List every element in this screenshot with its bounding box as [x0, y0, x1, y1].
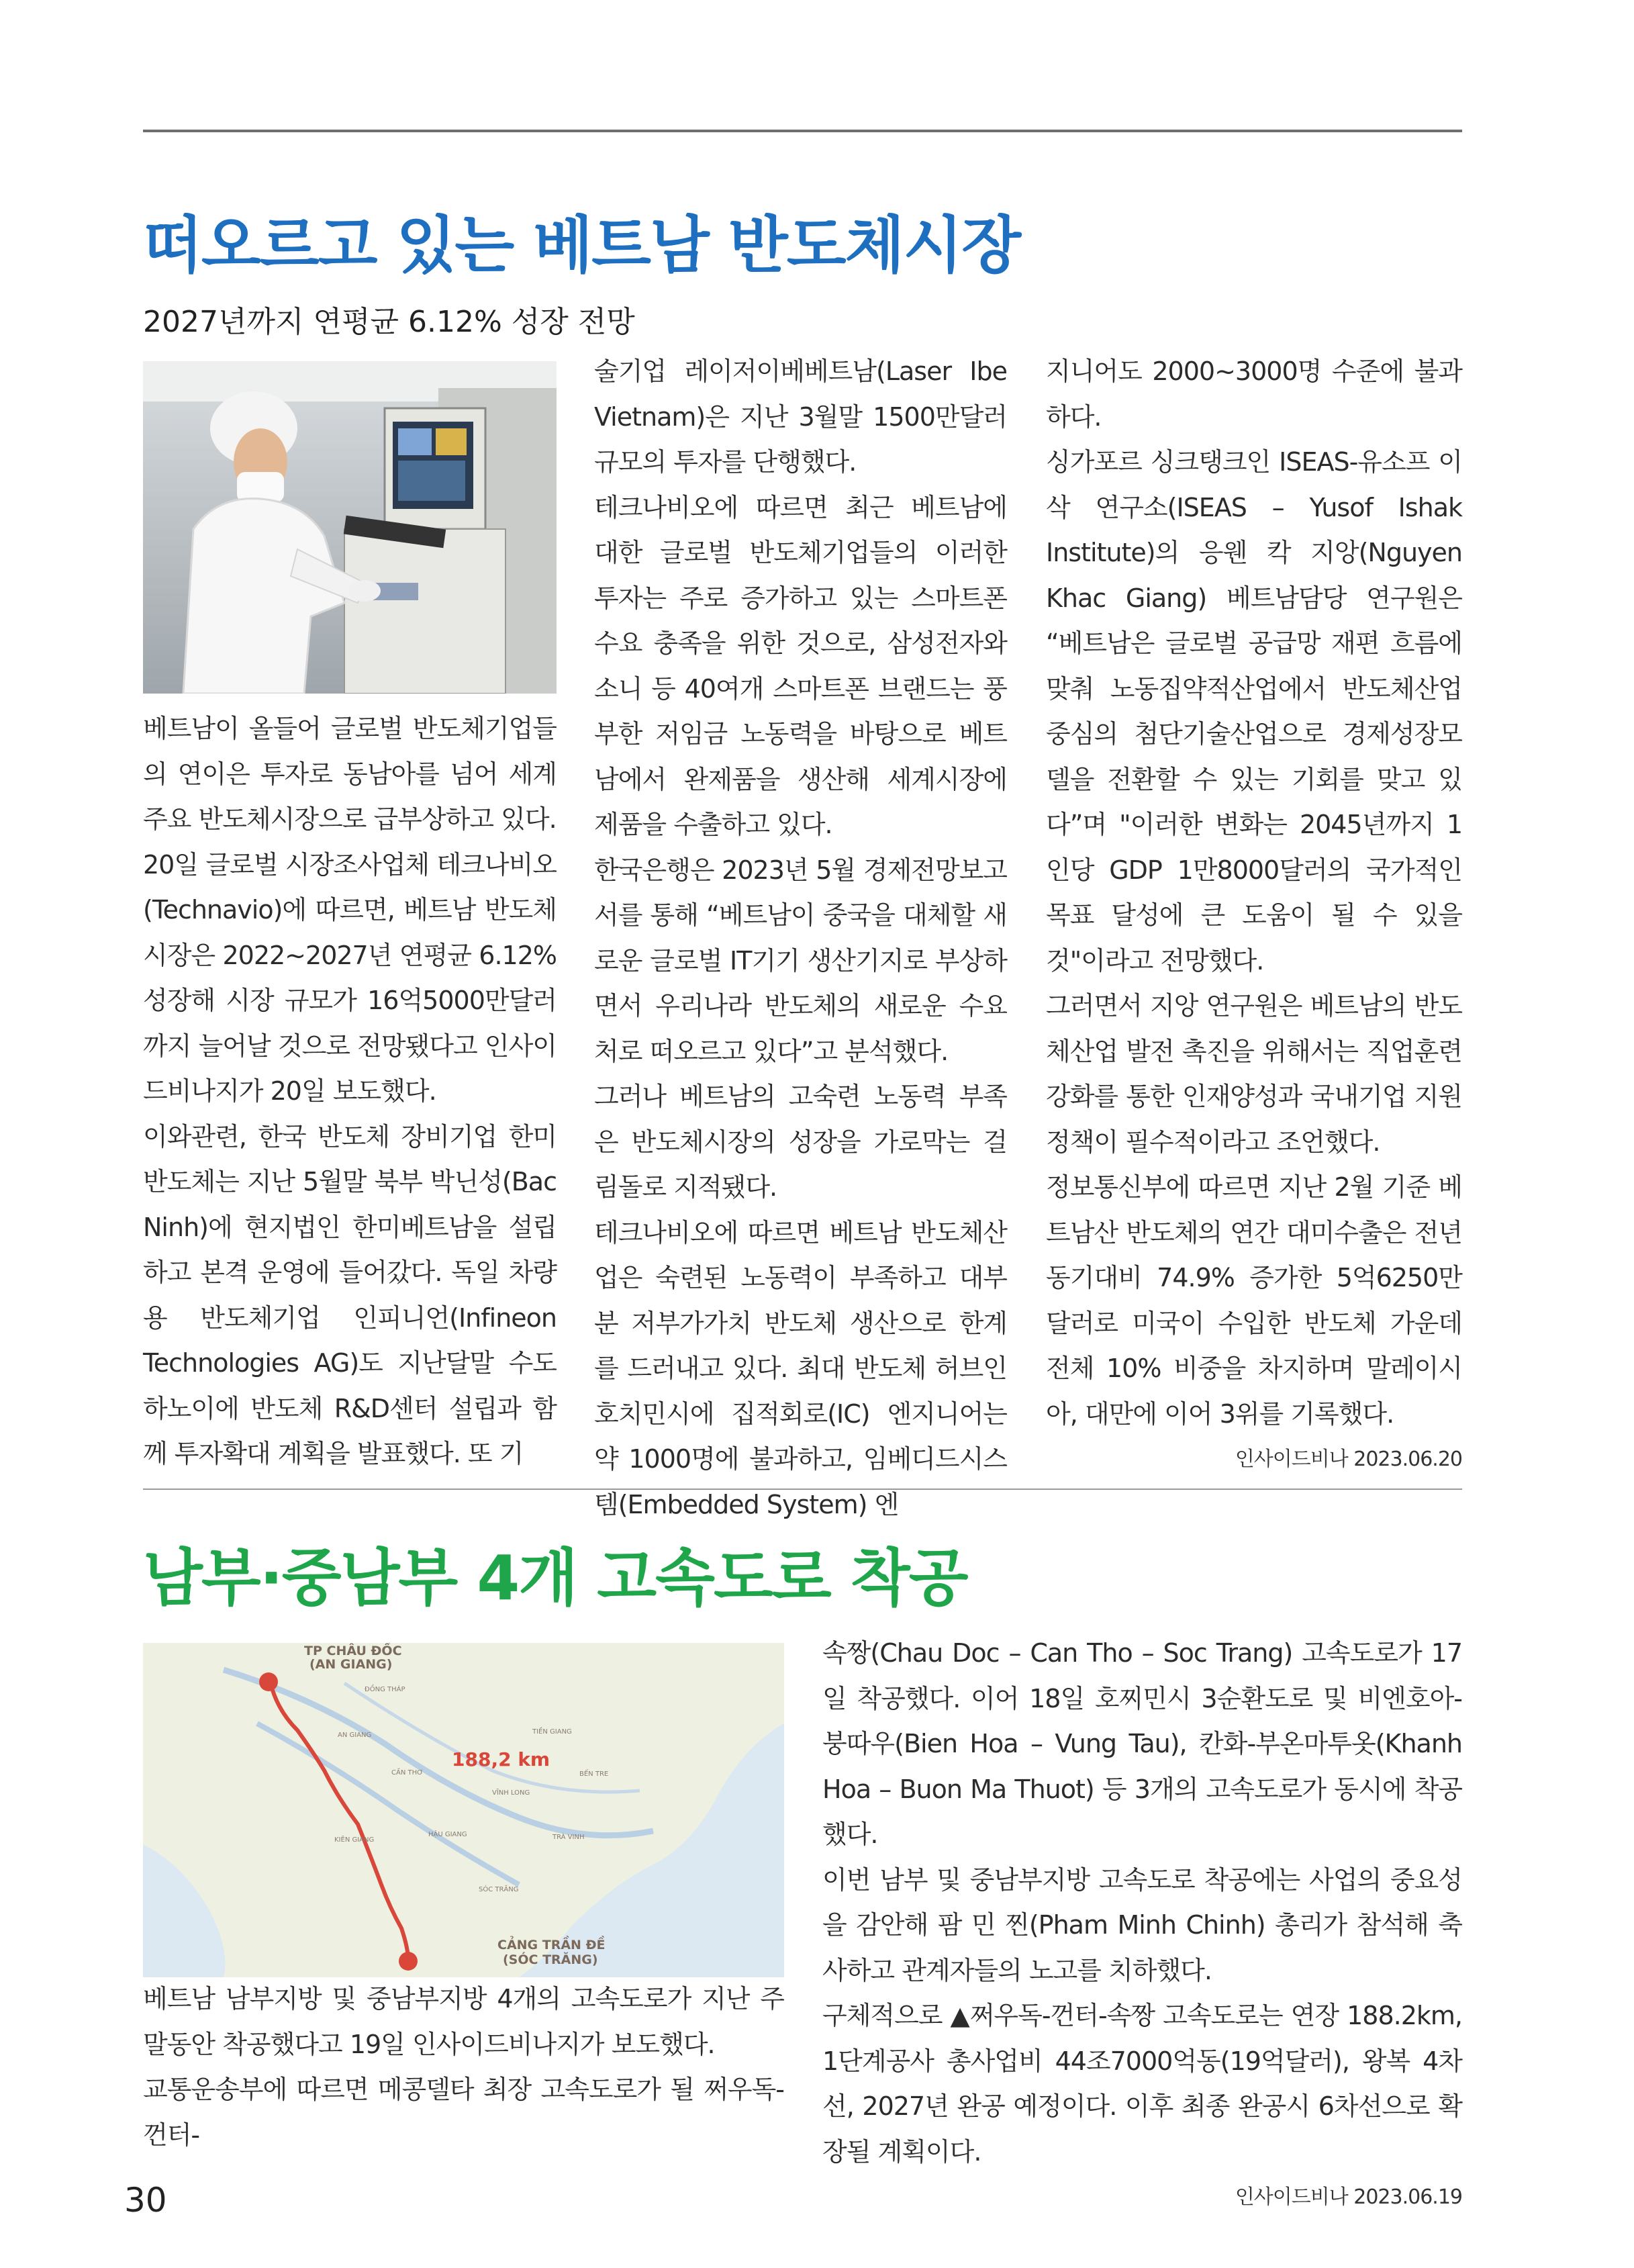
map-place-dong-thap: ĐỒNG THÁP: [365, 1686, 405, 1693]
article1-subtitle: 2027년까지 연평균 6.12% 성장 전망: [143, 305, 635, 339]
top-rule: [143, 130, 1462, 132]
paragraph: 베트남이 올들어 글로벌 반도체기업들의 연이은 투자로 동남아를 넘어 세계 주요 반도체시장으로 급부상하고 있다.: [143, 714, 557, 834]
paragraph: 속짱(Chau Doc – Can Tho – Soc Trang) 고속도로가 17일 착공했다. 이어 18일 호찌민시 3순환도로 및 비엔호아-붕따우(Bien Hoa – Vung Tau), 칸화-부온마투옷(Khanh Hoa – Buon Ma Thuot) 등 3개의 고속도로가 동시에 착공했다.: [822, 1638, 1462, 1849]
paragraph: 테크나비오에 따르면 베트남 반도체산업은 숙련된 노동력이 부족하고 대부분 저부가가치 반도체 생산으로 한계를 드러내고 있다. 최대 반도체 허브인 호치민시에 집적회로(IC) 엔지니어는 약 1000명에 불과하고, 임베디드시스템(Embedded System) 엔: [594, 1217, 1007, 1519]
map-place-soc-trang: SÓC TRĂNG: [479, 1886, 519, 1893]
map-place-tra-vinh: TRÀ VINH: [552, 1834, 585, 1841]
paragraph: 싱가포르 싱크탱크인 ISEAS-유소프 이삭 연구소(ISEAS – Yusof Ishak Institute)의 응웬 칵 지앙(Nguyen Khac Giang) 베트남담당 연구원은 “베트남은 글로벌 공급망 재편 흐름에 맞춰 노동집약적산업에서 반도체산업 중심의 첨단기술산업으로 경제성장모델을 전환할 수 있는 기회를 맞고 있다”며 "이러한 변화는 2045년까지 1인당 GDP 1만8000달러의 국가적인 목표 달성에 큰 도움이 될 수 있을 것"이라고 전망했다.: [1046, 447, 1462, 976]
paragraph: 한국은행은 2023년 5월 경제전망보고서를 통해 “베트남이 중국을 대체할 새로운 글로벌 IT기기 생산기지로 부상하면서 우리나라 반도체의 새로운 수요처로 떠오르고 있다”고 분석했다.: [594, 855, 1007, 1066]
map-end-label-1: CẢNG TRẦN ĐỀ: [497, 1938, 606, 1952]
map-place-hau-giang: HẬU GIANG: [428, 1831, 467, 1838]
article2-left-column: [143, 1977, 784, 2158]
expressway-route-map: [143, 1643, 784, 1977]
article1-title: 떠오르고 있는 베트남 반도체시장: [143, 209, 1020, 281]
article2-source: 인사이드비나 2023.06.19: [1235, 2185, 1462, 2209]
map-place-an-giang: AN GIANG: [338, 1732, 372, 1739]
map-place-vinh-long: VĨNH LONG: [492, 1789, 530, 1797]
paragraph: 구체적으로 ▲쩌우독-껀터-속짱 고속도로는 연장 188.2km, 1단계공사 총사업비 44조7000억동(19억달러), 왕복 4차선, 2027년 완공 예정이다. 이후 최종 완공시 6차선으로 확장될 계획이다.: [822, 2001, 1462, 2167]
article1-column-1: [143, 706, 557, 1477]
paragraph: 20일 글로벌 시장조사업체 테크나비오(Technavio)에 따르면, 베트남 반도체시장은 2022~2027년 연평균 6.12% 성장해 시장 규모가 16억5000만달러까지 늘어날 것으로 전망됐다고 인사이드비나지가 20일 보도했다.: [143, 849, 557, 1106]
article2-right-column: [822, 1631, 1462, 2220]
map-place-tien-giang: TIỀN GIANG: [532, 1728, 572, 1736]
map-start-label-2: (AN GIANG): [309, 1657, 393, 1672]
article1-column-3: [1046, 349, 1462, 1482]
page-number: 30: [124, 2181, 167, 2220]
map-distance-label: 188,2 km: [452, 1748, 550, 1770]
paragraph: 그러면서 지앙 연구원은 베트남의 반도체산업 발전 촉진을 위해서는 직업훈련 강화를 통한 인재양성과 국내기업 지원정책이 필수적이라고 조언했다.: [1046, 991, 1462, 1157]
factory-worker-photo: [143, 361, 557, 694]
paragraph: 지니어도 2000~3000명 수준에 불과하다.: [1046, 357, 1462, 432]
paragraph: 정보통신부에 따르면 지난 2월 기준 베트남산 반도체의 연간 대미수출은 전년동기대비 74.9% 증가한 5억6250만달러로 미국이 수입한 반도체 가운데 전체 10% 비중을 차지하며 말레이시아, 대만에 이어 3위를 기록했다.: [1046, 1172, 1462, 1429]
article1-column-2: [594, 349, 1007, 1527]
paragraph: 그러나 베트남의 고숙련 노동력 부족은 반도체시장의 성장을 가로막는 걸림돌로 지적됐다.: [594, 1082, 1007, 1202]
map-end-label-2: (SÓC TRĂNG): [503, 1952, 598, 1967]
paragraph: 이번 남부 및 중남부지방 고속도로 착공에는 사업의 중요성을 감안해 팜 민 찐(Pham Minh Chinh) 총리가 참석해 축사하고 관계자들의 노고를 치하했다.: [822, 1864, 1462, 1985]
map-start-label-1: TP CHÂU ĐỐC: [304, 1644, 402, 1658]
map-place-can-tho: CẦN THƠ: [391, 1769, 424, 1777]
paragraph: 술기업 레이저이베베트남(Laser Ibe Vietnam)은 지난 3월말 1500만달러 규모의 투자를 단행했다.: [594, 357, 1007, 477]
article1-source: 인사이드비나 2023.06.20: [1235, 1448, 1462, 1471]
map-place-ben-tre: BẾN TRE: [579, 1770, 609, 1778]
paragraph: 이와관련, 한국 반도체 장비기업 한미반도체는 지난 5월말 북부 박닌성(Bac Ninh)에 현지법인 한미베트남을 설립하고 본격 운영에 들어갔다. 독일 차량용 반도체기업 인피니언(Infineon Technologies AG)도 지난달말 수도 하노이에 반도체 R&D센터 설립과 함께 투자확대 계획을 발표했다. 또 기: [143, 1121, 557, 1468]
section-divider: [143, 1489, 1462, 1490]
paragraph: 테크나비오에 따르면 최근 베트남에 대한 글로벌 반도체기업들의 이러한 투자는 주로 증가하고 있는 스마트폰 수요 충족을 위한 것으로, 삼성전자와 소니 등 40여개 스마트폰 브랜드는 풍부한 저임금 노동력을 바탕으로 베트남에서 완제품을 생산해 세계시장에 제품을 수출하고 있다.: [594, 492, 1007, 839]
map-place-kien-giang: KIÊN GIANG: [334, 1836, 375, 1844]
paragraph: 베트남 남부지방 및 중남부지방 4개의 고속도로가 지난 주말동안 착공했다고 19일 인사이드비나지가 보도했다.: [143, 1984, 784, 2059]
article2-title: 남부·중남부 4개 고속도로 착공: [143, 1542, 967, 1614]
paragraph: 교통운송부에 따르면 메콩델타 최장 고속도로가 될 쩌우독-껀터-: [143, 2075, 784, 2150]
